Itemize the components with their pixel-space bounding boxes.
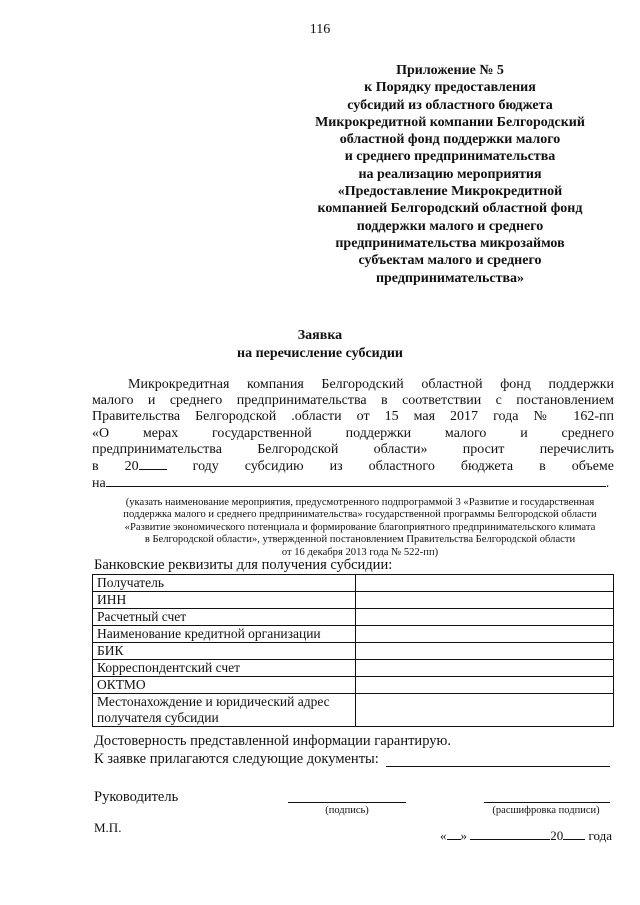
row-label: ИНН <box>93 592 356 609</box>
date-year-field[interactable] <box>563 828 585 840</box>
body-line: малого и среднего предпринимательства в соответствии с постановлением <box>92 393 614 409</box>
amount-blank[interactable] <box>106 475 606 487</box>
body-line: предпринимательства Белгородской области» просит перечислить <box>92 441 614 457</box>
attached-documents-field[interactable] <box>386 766 610 767</box>
signature-caption: (подпись) <box>325 805 369 816</box>
amount-end: . <box>605 476 610 492</box>
head-label: Руководитель <box>94 789 179 805</box>
table-row <box>93 643 614 660</box>
appendix-line: «Предоставление Микрокредитной <box>337 184 563 200</box>
year-rest: году субсидию из областного бюджета в объеме <box>192 459 614 475</box>
amount-prefix: на <box>92 476 106 492</box>
table-row <box>93 575 614 592</box>
appendix-line: на реализацию мероприятия <box>358 166 542 182</box>
table-row <box>93 592 614 609</box>
appendix-line: субсидий из областного бюджета <box>347 97 553 113</box>
row-label: Наименование кредитной организации <box>93 626 356 643</box>
document-title <box>0 327 640 363</box>
row-label: Расчетный счет <box>93 609 356 626</box>
table-row <box>93 626 614 643</box>
date-month-field[interactable] <box>470 828 550 840</box>
table-row <box>93 660 614 677</box>
note-line: «Развитие экономического потенциала и формирование благоприятного предпринимательского климата <box>124 521 596 533</box>
body-line: Правительства Белгородской .области от 15 мая 2017 года № 162-пп <box>92 409 614 425</box>
year-prefix: в 20 <box>92 459 139 475</box>
appendix-line: к Порядку предоставления <box>364 80 536 96</box>
row-label <box>93 694 356 727</box>
page-number: 116 <box>309 22 331 37</box>
guarantee-statement: Достоверность представленной информации гарантирую. <box>94 733 451 749</box>
attached-documents-label: К заявке прилагаются следующие документы: <box>94 751 379 767</box>
row-value[interactable] <box>356 677 614 694</box>
signature-decoding-field[interactable] <box>484 802 610 803</box>
row-label-line: Местонахождение и юридический адрес <box>97 694 330 709</box>
request-body <box>92 377 614 492</box>
appendix-line: предпринимательства» <box>375 270 525 286</box>
appendix-line: поддержки малого и среднего <box>356 218 544 234</box>
appendix-line: субъектам малого и среднего <box>358 253 542 269</box>
body-line: Микрокредитная компания Белгородский областной фонд поддержки <box>128 377 614 392</box>
table-row <box>93 609 614 626</box>
date-year-suffix: года <box>588 828 613 843</box>
signature-decoding-caption: (расшифровка подписи) <box>492 805 600 816</box>
row-value[interactable] <box>356 626 614 643</box>
instruction-note <box>105 497 615 559</box>
row-label: БИК <box>93 643 356 660</box>
table-row <box>93 677 614 694</box>
body-line: «О мерах государственной поддержки малого и среднего <box>92 425 614 441</box>
row-label-line: получателя субсидии <box>97 710 219 725</box>
note-line: в Белгородской области», утвержденной постановлением Правительства Белгородской области <box>144 534 576 546</box>
title-line: Заявка <box>297 328 343 343</box>
appendix-line: компанией Белгородский областной фонд <box>317 201 583 217</box>
row-value[interactable] <box>356 575 614 592</box>
row-label: Корреспондентский счет <box>93 660 356 677</box>
row-label: ОКТМО <box>93 677 356 694</box>
bank-details-table <box>92 574 614 727</box>
row-value[interactable] <box>356 609 614 626</box>
row-value[interactable] <box>356 592 614 609</box>
title-line: на перечисление субсидии <box>237 346 403 361</box>
row-value[interactable] <box>356 694 614 727</box>
date-year-prefix: 20 <box>550 828 564 843</box>
appendix-header <box>280 62 620 287</box>
note-line: (указать наименование мероприятия, предусмотренного подпрограммой 3 «Развитие и государственная <box>125 497 595 508</box>
appendix-line: и среднего предпринимательства <box>344 149 556 165</box>
row-label: Получатель <box>93 575 356 592</box>
row-value[interactable] <box>356 660 614 677</box>
bank-details-heading: Банковские реквизиты для получения субсидии: <box>94 557 393 573</box>
date-open-quote: « <box>440 828 447 843</box>
note-line: от 16 декабря 2013 года № 522-пп) <box>281 546 439 558</box>
appendix-line: областной фонд поддержки малого <box>339 132 561 148</box>
row-value[interactable] <box>356 643 614 660</box>
date-day-field[interactable] <box>447 828 461 840</box>
appendix-line: Микрокредитной компании Белгородский <box>315 114 585 130</box>
body-line-amount <box>92 475 614 492</box>
stamp-place: М.П. <box>94 820 122 835</box>
date-close-quote: » <box>460 828 467 843</box>
year-blank[interactable] <box>139 458 167 470</box>
signature-field[interactable] <box>288 802 406 803</box>
note-line: поддержка малого и среднего предпринимательства» государственной программы Белгородской области <box>123 509 597 521</box>
table-row <box>93 694 614 727</box>
appendix-line: предпринимательства микрозаймов <box>335 235 565 251</box>
date-line <box>440 828 612 844</box>
appendix-line: Приложение № 5 <box>396 63 504 78</box>
body-line-year <box>92 458 614 475</box>
